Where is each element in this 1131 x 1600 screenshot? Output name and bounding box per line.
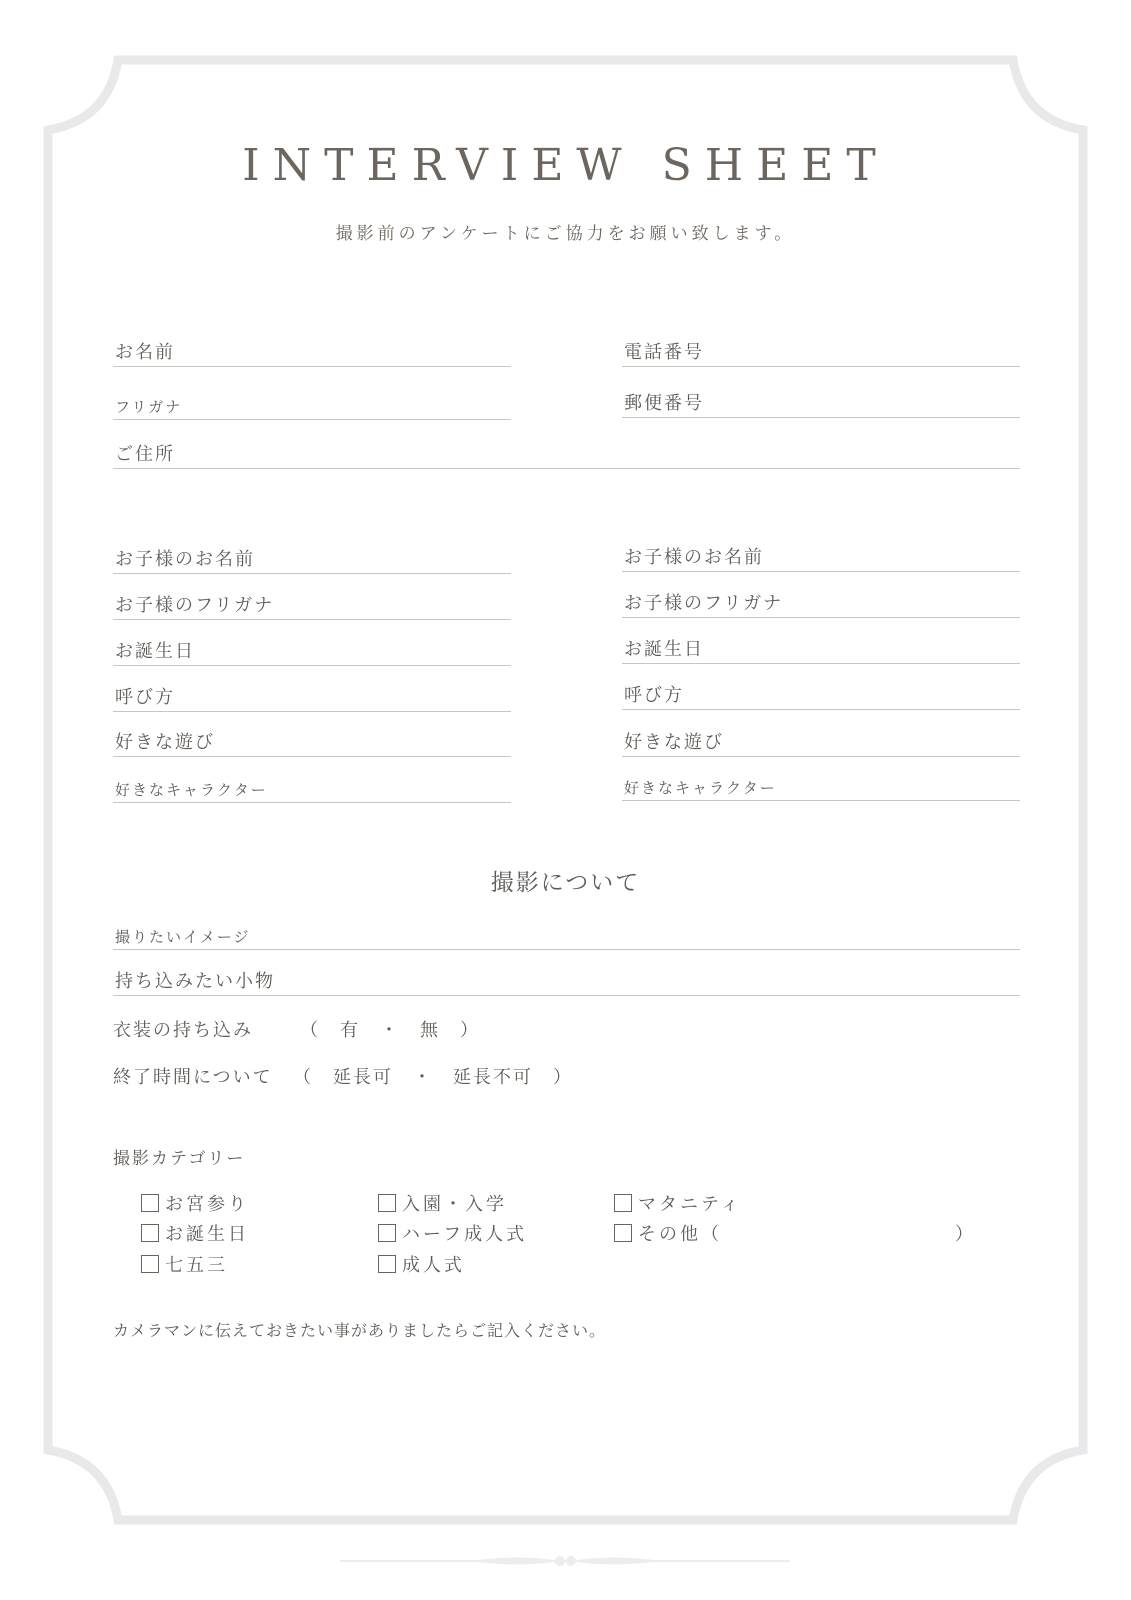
- page-title: INTERVIEW SHEET: [242, 140, 889, 191]
- props-label: 持ち込みたい小物: [115, 971, 275, 992]
- category-item-label: ハーフ成人式: [402, 1224, 528, 1245]
- checkbox-icon[interactable]: [141, 1224, 159, 1242]
- shooting-image-field[interactable]: [113, 927, 1020, 950]
- child-right-furigana-label: お子様のフリガナ: [624, 593, 784, 614]
- child-left-character-field[interactable]: [113, 780, 511, 803]
- child-right-nickname-field[interactable]: [622, 687, 1020, 710]
- category-item-label: その他（: [638, 1224, 722, 1245]
- shooting-image-label: 撮りたいイメージ: [115, 928, 251, 946]
- category-checkbox-nyugaku[interactable]: [378, 1190, 507, 1216]
- category-item-label: お宮参り: [165, 1194, 249, 1215]
- category-item-label: マタニティ: [638, 1194, 742, 1215]
- address-label: ご住所: [115, 444, 175, 465]
- child-left-nickname-field[interactable]: [113, 689, 511, 712]
- costume-label: 衣装の持ち込み: [113, 1020, 253, 1041]
- child-left-name-label: お子様のお名前: [115, 549, 255, 570]
- child-left-birthday-label: お誕生日: [115, 641, 195, 662]
- checkbox-icon[interactable]: [378, 1194, 396, 1212]
- name-label: お名前: [115, 342, 175, 363]
- child-left-play-label: 好きな遊び: [115, 732, 215, 753]
- category-item-label: 成人式: [402, 1255, 465, 1276]
- child-left-character-label: 好きなキャラクター: [115, 781, 268, 799]
- category-checkbox-birthday[interactable]: [141, 1220, 249, 1246]
- child-left-furigana-label: お子様のフリガナ: [115, 595, 275, 616]
- endtime-label: 終了時間について: [113, 1067, 273, 1088]
- child-left-furigana-field[interactable]: [113, 597, 511, 620]
- category-item-label: お誕生日: [165, 1224, 249, 1245]
- child-right-birthday-field[interactable]: [622, 641, 1020, 664]
- child-right-character-field[interactable]: [622, 778, 1020, 801]
- postal-label: 郵便番号: [624, 393, 704, 414]
- category-item-label: 七五三: [165, 1255, 228, 1276]
- category-checkbox-other[interactable]: [614, 1220, 722, 1246]
- child-left-birthday-field[interactable]: [113, 643, 511, 666]
- category-checkbox-shichigosan[interactable]: [141, 1251, 228, 1277]
- child-left-nickname-label: 呼び方: [115, 687, 175, 708]
- photographer-note: カメラマンに伝えておきたい事がありましたらご記入ください。: [113, 1321, 607, 1340]
- checkbox-icon[interactable]: [378, 1255, 396, 1273]
- endtime-choices[interactable]: （ 延長可 ・ 延長不可 ）: [293, 1067, 573, 1088]
- name-field[interactable]: [113, 344, 511, 367]
- costume-choices[interactable]: （ 有 ・ 無 ）: [300, 1020, 480, 1041]
- checkbox-icon[interactable]: [614, 1194, 632, 1212]
- props-field[interactable]: [113, 973, 1020, 996]
- other-close-paren: ）: [955, 1224, 975, 1245]
- child-right-character-label: 好きなキャラクター: [624, 779, 777, 797]
- category-checkbox-half-seijin[interactable]: [378, 1220, 527, 1246]
- child-right-name-field[interactable]: [622, 549, 1020, 572]
- child-left-play-field[interactable]: [113, 734, 511, 757]
- category-label: 撮影カテゴリー: [113, 1149, 246, 1169]
- category-checkbox-omiyamairi[interactable]: [141, 1190, 249, 1216]
- checkbox-icon[interactable]: [141, 1194, 159, 1212]
- child-right-play-field[interactable]: [622, 734, 1020, 757]
- furigana-field[interactable]: [113, 397, 511, 420]
- checkbox-icon[interactable]: [614, 1224, 632, 1242]
- child-right-birthday-label: お誕生日: [624, 639, 704, 660]
- phone-label: 電話番号: [624, 342, 704, 363]
- category-checkbox-maternity[interactable]: [614, 1190, 742, 1216]
- ornament-divider: [340, 1556, 790, 1566]
- page-subtitle: 撮影前のアンケートにご協力をお願い致します。: [335, 224, 796, 244]
- postal-field[interactable]: [622, 395, 1020, 418]
- child-right-name-label: お子様のお名前: [624, 547, 764, 568]
- address-field[interactable]: [113, 446, 1020, 469]
- child-left-name-field[interactable]: [113, 551, 511, 574]
- child-right-nickname-label: 呼び方: [624, 685, 684, 706]
- shooting-heading: 撮影について: [490, 870, 641, 896]
- checkbox-icon[interactable]: [141, 1255, 159, 1273]
- phone-field[interactable]: [622, 344, 1020, 367]
- category-checkbox-seijin[interactable]: [378, 1251, 465, 1277]
- child-right-furigana-field[interactable]: [622, 595, 1020, 618]
- child-right-play-label: 好きな遊び: [624, 732, 724, 753]
- checkbox-icon[interactable]: [378, 1224, 396, 1242]
- category-item-label: 入園・入学: [402, 1194, 507, 1215]
- furigana-label: フリガナ: [115, 398, 183, 416]
